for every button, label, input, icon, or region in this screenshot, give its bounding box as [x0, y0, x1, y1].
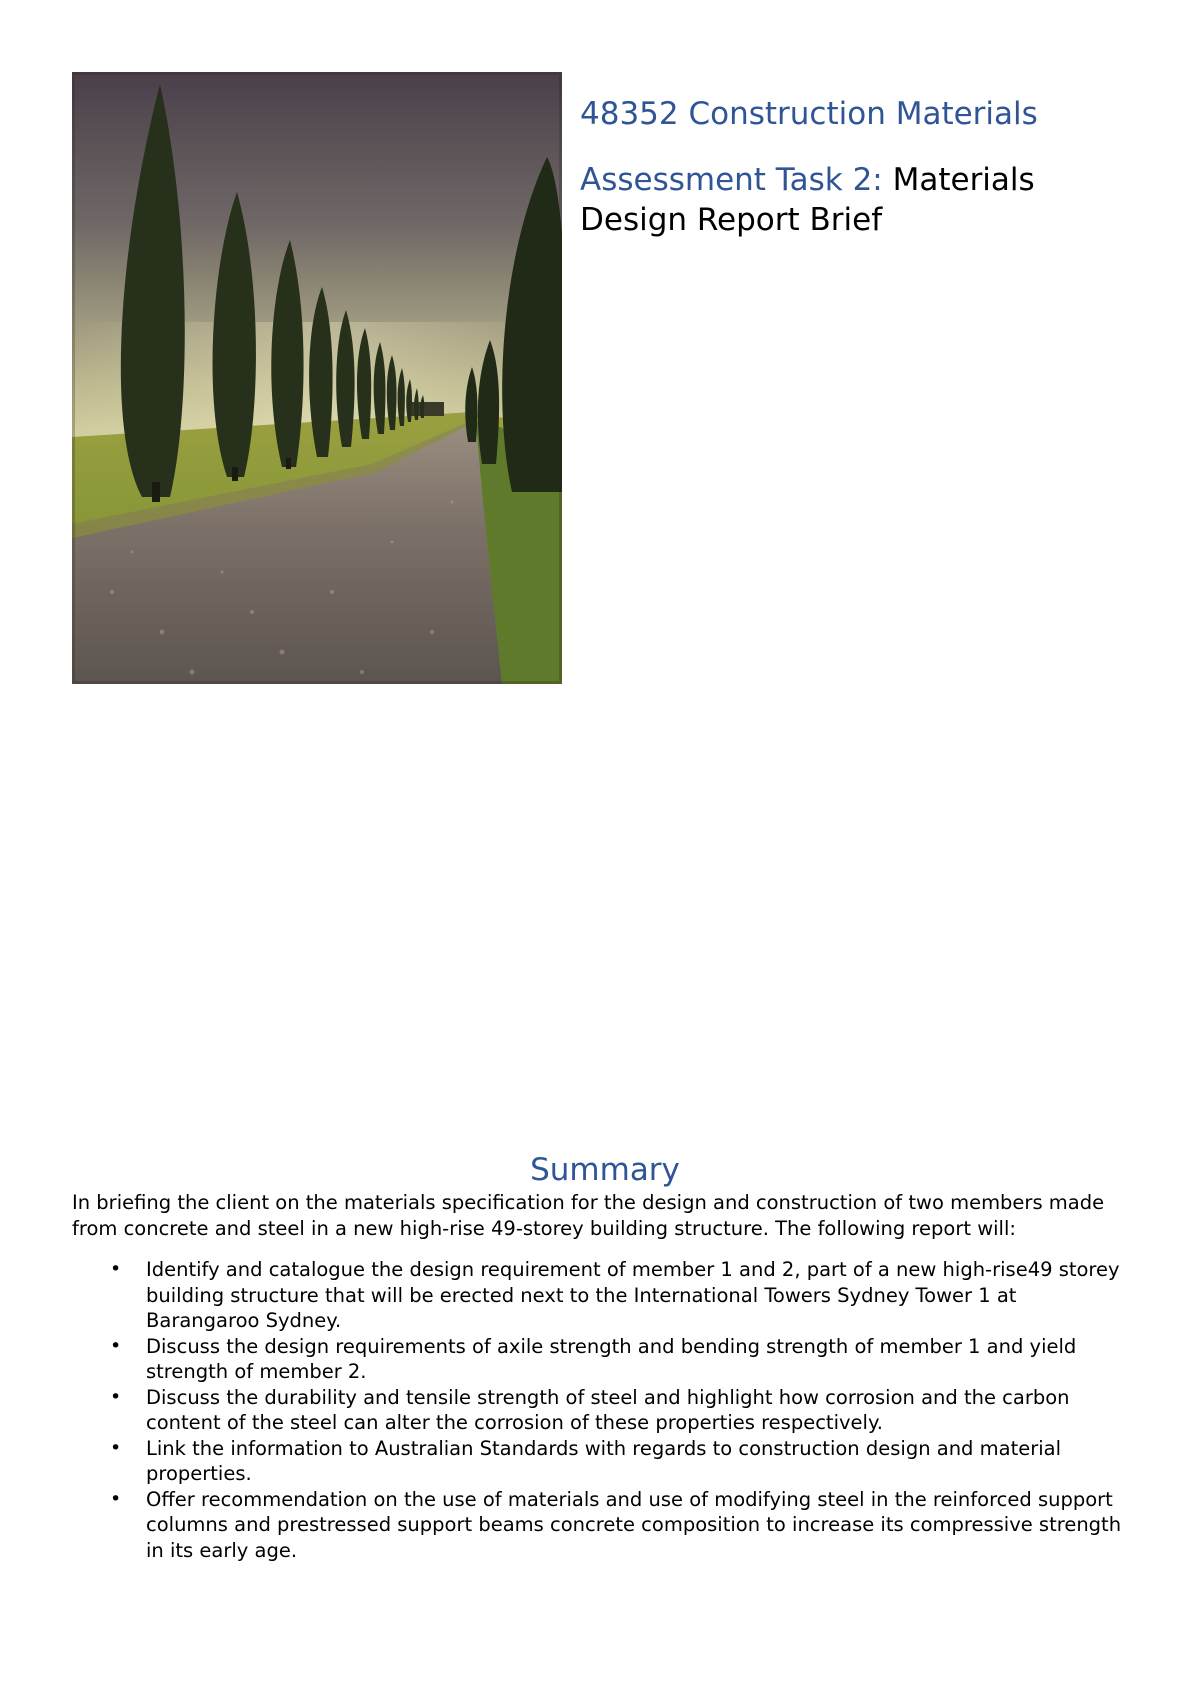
- summary-intro: In briefing the client on the materials specification for the design and construction of two members made from concrete and steel in a new high-rise 49-storey building structure. The following report will:: [72, 1191, 1105, 1240]
- cover-photo: [72, 72, 562, 684]
- list-item: [72, 1334, 1132, 1385]
- list-item-text: Link the information to Australian Standards with regards to construction design and material properties.: [146, 1436, 1062, 1485]
- task-label: Assessment Task 2:: [580, 162, 883, 198]
- list-item: [72, 1436, 1132, 1487]
- list-item-text: Discuss the durability and tensile strength of steel and highlight how corrosion and the carbon content of the steel can alter the corrosion of these properties respectively.: [146, 1385, 1070, 1434]
- assessment-task-title: [580, 160, 1100, 240]
- summary-heading: Summary: [530, 1152, 680, 1188]
- list-item: [72, 1385, 1132, 1436]
- list-item-text: Offer recommendation on the use of materials and use of modifying steel in the reinforced support columns and prestressed support beams concrete composition to increase its compressive strength in its early age.: [146, 1487, 1122, 1562]
- list-item-text: Discuss the design requirements of axile strength and bending strength of member 1 and yield strength of member 2.: [146, 1334, 1077, 1383]
- course-title: 48352 Construction Materials: [580, 96, 1038, 132]
- summary-bullet-list: [72, 1257, 1132, 1563]
- cypress-road-photo-icon: [72, 72, 562, 684]
- list-item: [72, 1257, 1132, 1334]
- list-item-text: Identify and catalogue the design requirement of member 1 and 2, part of a new high-rise49 storey building structure that will be erected next to the International Towers Sydney Tower 1 at Barangaroo Sydney.: [146, 1258, 1120, 1332]
- bullet-icon: •: [110, 1487, 122, 1510]
- bullet-icon: •: [110, 1436, 122, 1459]
- bullet-icon: •: [110, 1385, 122, 1408]
- bullet-icon: •: [110, 1334, 122, 1357]
- task-name: Materials Design Report Brief: [580, 162, 1035, 238]
- list-item: [72, 1487, 1132, 1564]
- bullet-icon: •: [110, 1258, 122, 1280]
